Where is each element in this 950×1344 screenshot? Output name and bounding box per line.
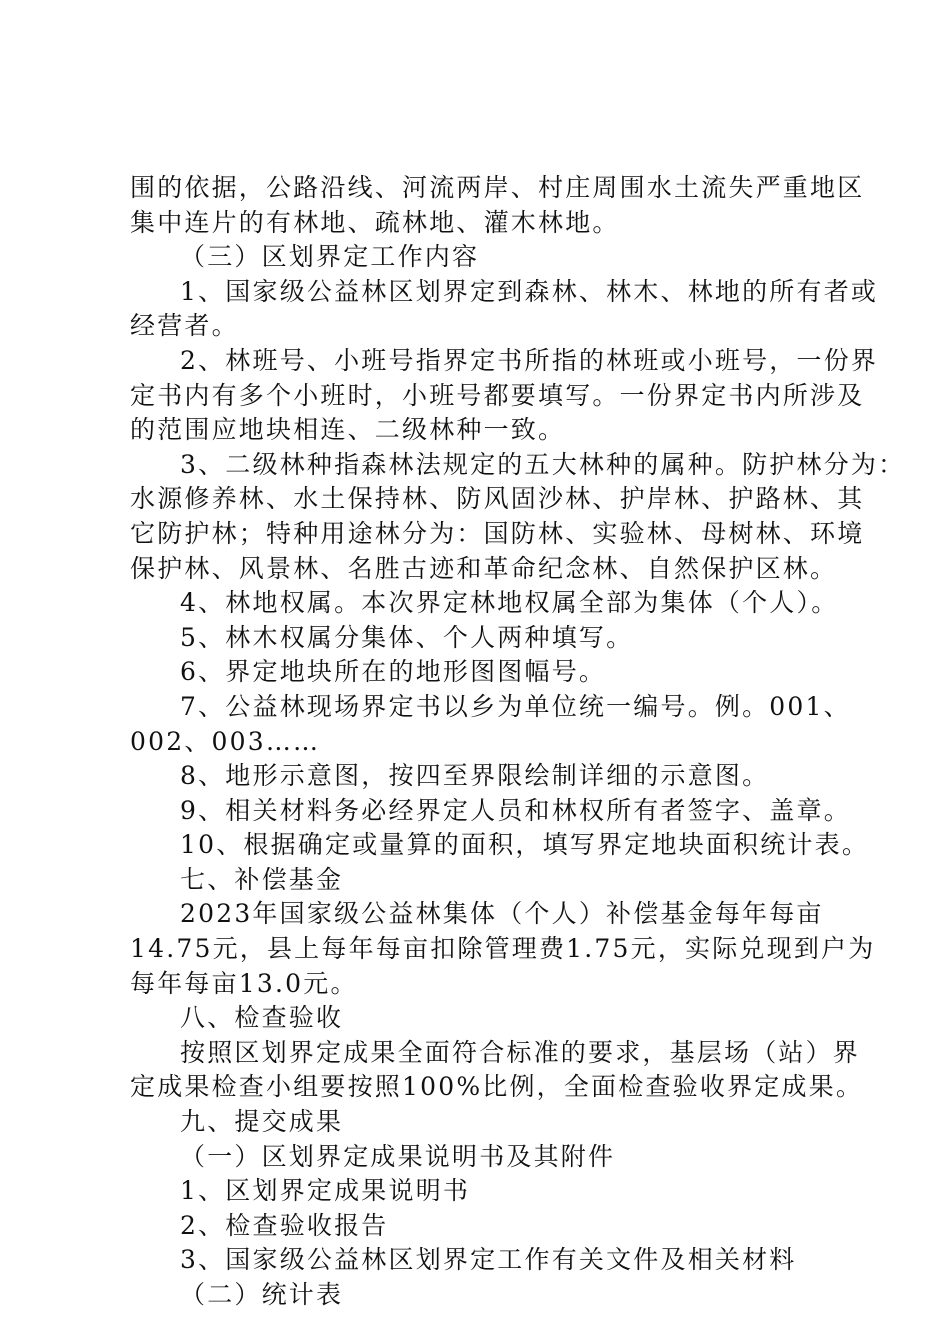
document-line: 7、公益林现场界定书以乡为单位统一编号。例。001、 (180, 691, 851, 721)
document-line: 2、检查验收报告 (180, 1210, 389, 1240)
document-line: 002、003…… (130, 726, 321, 756)
document-line: 定书内有多个小班时，小班号都要填写。一份界定书内所涉及 (130, 380, 865, 410)
document-line: 2、林班号、小班号指界定书所指的林班或小班号，一份界 (180, 345, 879, 375)
document-line: 水源修养林、水土保持林、防风固沙林、护岸林、护路林、其 (130, 484, 865, 514)
document-line: 3、国家级公益林区划界定工作有关文件及相关材料 (180, 1245, 797, 1275)
document-body (130, 171, 906, 1313)
document-line: 8、地形示意图，按四至界限绘制详细的示意图。 (180, 761, 770, 791)
document-line: 6、界定地块所在的地形图图幅号。 (180, 657, 607, 687)
document-line: 5、林木权属分集体、个人两种填写。 (180, 622, 634, 652)
document-line: 七、补偿基金 (180, 864, 344, 894)
document-line: 定成果检查小组要按照100%比例，全面检查验收界定成果。 (130, 1072, 864, 1102)
document-line: 九、提交成果 (180, 1107, 344, 1137)
document-line: 4、林地权属。本次界定林地权属全部为集体（个人）。 (180, 588, 839, 618)
document-line: （一）区划界定成果说明书及其附件 (180, 1141, 616, 1171)
document-line: 每年每亩13.0元。 (130, 968, 358, 998)
document-line: （三）区划界定工作内容 (180, 242, 480, 272)
document-line: 的范围应地块相连、二级林种一致。 (130, 415, 566, 445)
document-line: 14.75元，县上每年每亩扣除管理费1.75元，实际兑现到户为 (130, 934, 876, 964)
document-line: 经营者。 (130, 311, 239, 341)
document-line: 1、区划界定成果说明书 (180, 1176, 471, 1206)
document-line: 9、相关材料务必经界定人员和林权所有者签字、盖章。 (180, 795, 851, 825)
document-line: 保护林、风景林、名胜古迹和革命纪念林、自然保护区林。 (130, 553, 838, 583)
document-line: 2023年国家级公益林集体（个人）补偿基金每年每亩 (180, 899, 824, 929)
document-line: 3、二级林种指森林法规定的五大林种的属种。防护林分为： (180, 449, 906, 479)
document-line: 集中连片的有林地、疏林地、灌木林地。 (130, 207, 620, 237)
document-line: 围的依据，公路沿线、河流两岸、村庄周围水土流失严重地区 (130, 173, 865, 202)
document-line: 八、检查验收 (180, 1003, 344, 1033)
document-line: 1、国家级公益林区划界定到森林、林木、林地的所有者或 (180, 276, 879, 306)
document-line: 它防护林；特种用途林分为：国防林、实验林、母树林、环境 (130, 518, 865, 548)
document-line: 10、根据确定或量算的面积，填写界定地块面积统计表。 (180, 830, 870, 860)
document-line: 按照区划界定成果全面符合标准的要求，基层场（站）界 (180, 1037, 861, 1067)
document-line: （二）统计表 (180, 1280, 344, 1309)
